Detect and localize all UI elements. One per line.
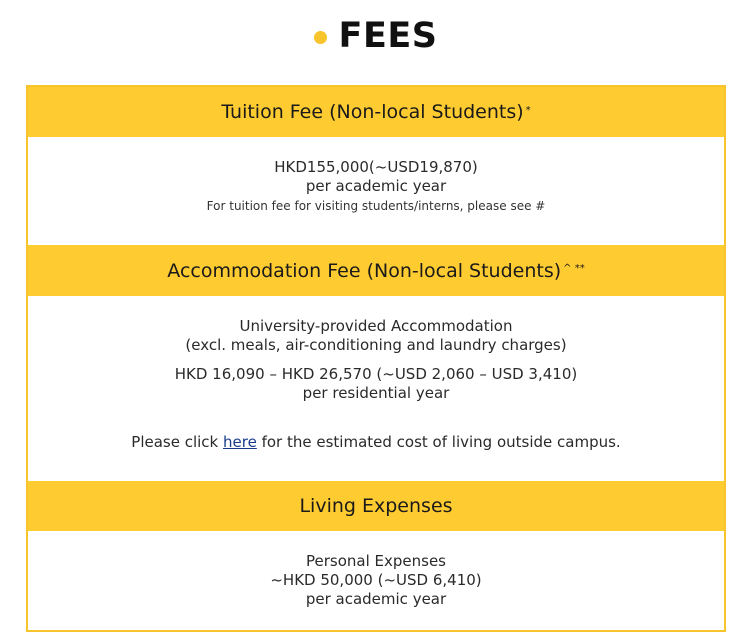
accommodation-fee-footnote-mark: ^ ** (563, 263, 585, 274)
tuition-fee-footnote-mark: * (525, 104, 531, 116)
living-expenses-header-label: Living Expenses (299, 495, 453, 517)
fees-title-row (0, 12, 751, 60)
outside-campus-prefix: Please click (131, 433, 224, 451)
personal-expenses-label: Personal Expenses (305, 552, 446, 570)
tuition-fee-cell (28, 137, 724, 245)
accommodation-fee-header-label: Accommodation Fee (Non-local Students) (167, 259, 562, 282)
outside-campus-suffix: for the estimated cost of living outside campus. (256, 433, 621, 451)
yellow-dot-icon (314, 31, 327, 44)
outside-campus-note (28, 433, 724, 451)
tuition-fee-header (28, 87, 724, 137)
fees-table (26, 85, 726, 632)
living-expenses-cell (28, 531, 724, 630)
accommodation-fee-amount: HKD 16,090 – HKD 26,570 (~USD 2,060 – USD 3,410) (174, 365, 578, 383)
tuition-fee-period: per academic year (305, 177, 447, 195)
accommodation-fee-cell (28, 296, 724, 481)
living-expenses-header (28, 481, 724, 531)
tuition-fee-header-label: Tuition Fee (Non-local Students) (221, 101, 524, 123)
page-title: FEES (338, 16, 438, 56)
accommodation-fee-header (28, 245, 724, 296)
tuition-fee-note: For tuition fee for visiting students/interns, please see # (206, 199, 546, 213)
outside-campus-link[interactable]: here (223, 433, 257, 451)
accommodation-exclusions: (excl. meals, air-conditioning and laundry charges) (185, 336, 567, 354)
tuition-fee-amount: HKD155,000(~USD19,870) (274, 158, 478, 176)
living-expenses-amount: ~HKD 50,000 (~USD 6,410) (270, 571, 482, 589)
accommodation-type: University-provided Accommodation (239, 317, 513, 335)
accommodation-fee-period: per residential year (302, 384, 450, 402)
living-expenses-period: per academic year (305, 590, 447, 608)
